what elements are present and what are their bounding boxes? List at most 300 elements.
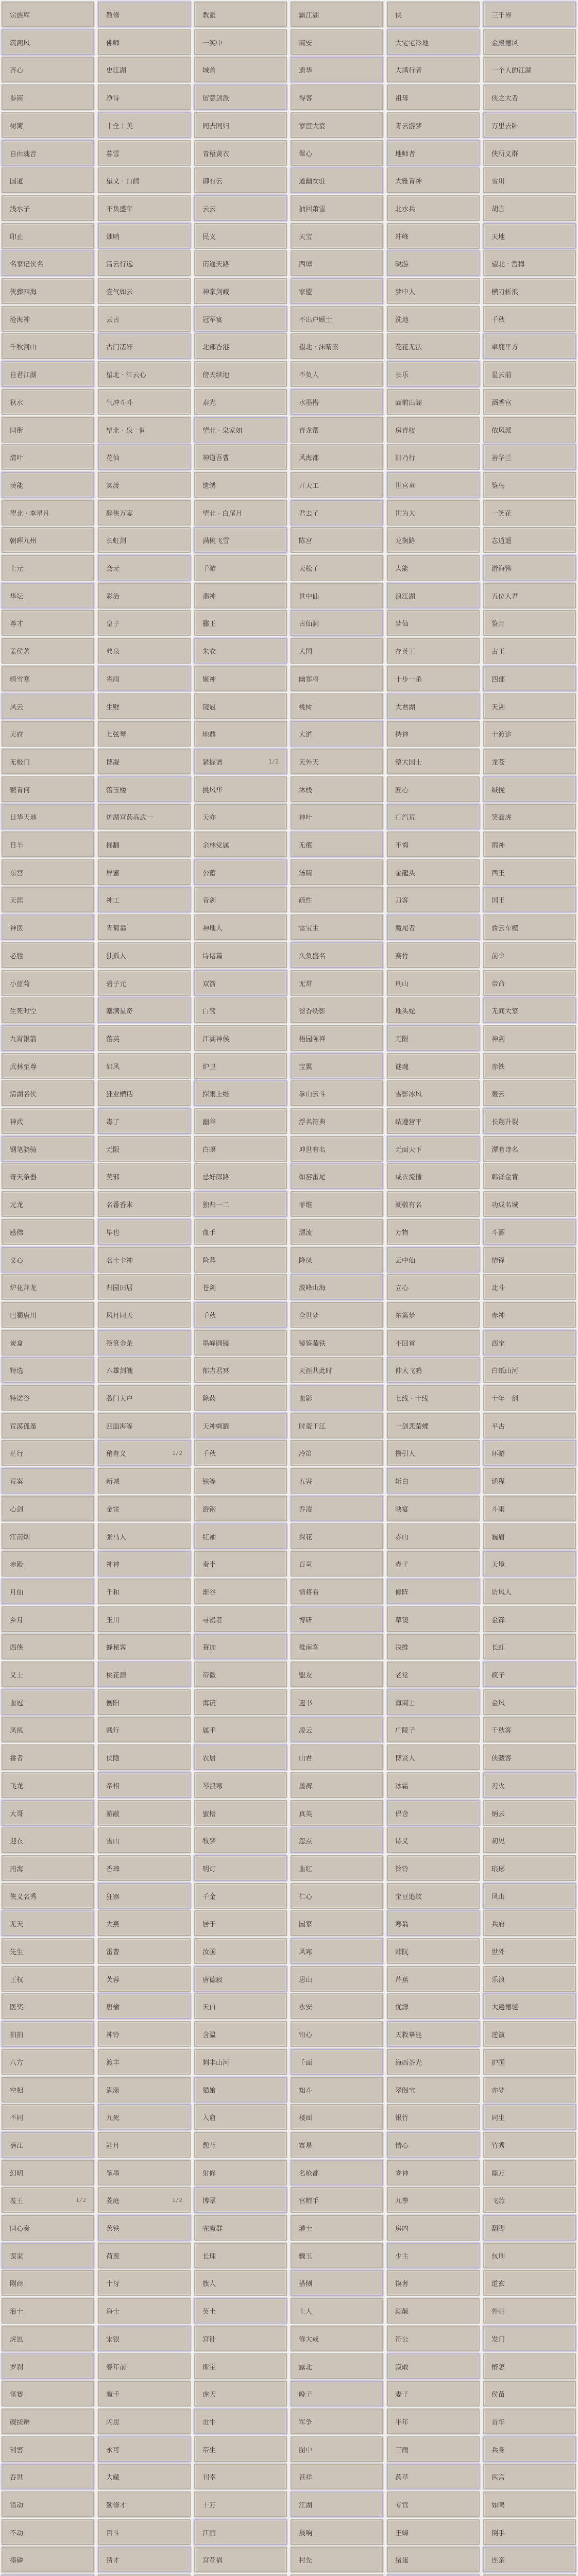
title-tile[interactable]: [291, 1910, 383, 1936]
title-tile[interactable]: [98, 500, 191, 526]
title-tile[interactable]: [387, 1274, 480, 1300]
title-tile[interactable]: [194, 167, 287, 193]
title-tile[interactable]: [98, 749, 191, 774]
title-tile[interactable]: [483, 84, 576, 110]
title-tile[interactable]: [483, 1385, 576, 1411]
title-tile[interactable]: [483, 1108, 576, 1134]
title-tile[interactable]: [2, 1883, 94, 1909]
title-tile[interactable]: [291, 1330, 383, 1355]
title-tile[interactable]: [2, 1551, 94, 1577]
title-tile[interactable]: [98, 112, 191, 138]
title-tile[interactable]: [483, 1551, 576, 1577]
title-tile[interactable]: [291, 1938, 383, 1964]
title-tile[interactable]: [2, 776, 94, 802]
title-tile[interactable]: [98, 832, 191, 857]
title-tile[interactable]: [483, 2187, 576, 2213]
title-tile[interactable]: [194, 997, 287, 1023]
title-tile[interactable]: [194, 1827, 287, 1853]
title-tile[interactable]: [483, 638, 576, 664]
title-tile[interactable]: [2, 1413, 94, 1438]
title-tile[interactable]: [387, 1855, 480, 1881]
title-tile[interactable]: [387, 1662, 480, 1687]
title-tile[interactable]: [194, 1634, 287, 1659]
title-tile[interactable]: [483, 1910, 576, 1936]
title-tile[interactable]: [2, 2547, 94, 2572]
title-tile[interactable]: [98, 2547, 191, 2572]
title-tile[interactable]: [2, 1247, 94, 1273]
title-tile[interactable]: [483, 1523, 576, 1549]
title-tile[interactable]: [194, 1606, 287, 1632]
title-tile[interactable]: [483, 500, 576, 526]
title-tile[interactable]: [387, 389, 480, 415]
title-tile[interactable]: [98, 1108, 191, 1134]
title-tile[interactable]: [98, 333, 191, 359]
title-tile[interactable]: [483, 832, 576, 857]
title-tile[interactable]: [98, 2464, 191, 2489]
title-tile[interactable]: [2, 2215, 94, 2241]
title-tile[interactable]: [291, 1440, 383, 1466]
title-tile[interactable]: [387, 2270, 480, 2296]
title-tile[interactable]: [387, 361, 480, 387]
title-tile[interactable]: [194, 500, 287, 526]
title-tile[interactable]: [291, 1689, 383, 1715]
title-tile[interactable]: [194, 832, 287, 857]
title-tile[interactable]: [2, 1357, 94, 1383]
title-tile[interactable]: [194, 1910, 287, 1936]
title-tile[interactable]: [483, 1053, 576, 1079]
title-tile[interactable]: [291, 970, 383, 996]
title-tile[interactable]: [483, 2, 576, 27]
title-tile[interactable]: [291, 140, 383, 166]
title-tile[interactable]: [291, 997, 383, 1023]
title-tile[interactable]: [387, 112, 480, 138]
title-tile[interactable]: [387, 1523, 480, 1549]
title-tile[interactable]: [98, 583, 191, 608]
title-tile[interactable]: [98, 2298, 191, 2324]
title-tile[interactable]: [194, 2049, 287, 2075]
title-tile[interactable]: [291, 1219, 383, 1245]
title-tile[interactable]: [194, 1938, 287, 1964]
title-tile[interactable]: [291, 610, 383, 636]
title-tile[interactable]: [291, 57, 383, 82]
title-tile[interactable]: [291, 1302, 383, 1328]
title-tile[interactable]: [98, 2160, 191, 2185]
title-tile[interactable]: [387, 914, 480, 940]
title-tile[interactable]: [2, 361, 94, 387]
title-tile[interactable]: [194, 970, 287, 996]
title-tile[interactable]: [387, 1025, 480, 1051]
title-tile[interactable]: [98, 970, 191, 996]
title-tile[interactable]: [291, 2436, 383, 2462]
title-tile[interactable]: [98, 1163, 191, 1189]
title-tile[interactable]: [98, 2326, 191, 2351]
title-tile[interactable]: [2, 2519, 94, 2545]
title-tile[interactable]: [483, 2326, 576, 2351]
title-tile[interactable]: [2, 1191, 94, 1217]
title-tile[interactable]: [98, 1827, 191, 1853]
title-tile[interactable]: [291, 195, 383, 221]
title-tile[interactable]: [483, 1440, 576, 1466]
title-tile[interactable]: [98, 1053, 191, 1079]
title-tile[interactable]: [194, 417, 287, 443]
title-tile[interactable]: [291, 1800, 383, 1826]
title-tile[interactable]: [483, 278, 576, 304]
title-tile[interactable]: [98, 1800, 191, 1826]
title-tile[interactable]: [483, 1330, 576, 1355]
title-tile[interactable]: [98, 2021, 191, 2047]
title-tile[interactable]: [387, 859, 480, 885]
title-tile[interactable]: [194, 610, 287, 636]
title-tile[interactable]: [291, 1717, 383, 1742]
title-tile[interactable]: [194, 1579, 287, 1604]
title-tile[interactable]: [483, 859, 576, 885]
title-tile[interactable]: [291, 942, 383, 968]
title-tile[interactable]: [483, 2381, 576, 2406]
title-tile[interactable]: [98, 1579, 191, 1604]
title-tile[interactable]: [194, 1080, 287, 1106]
title-tile[interactable]: [194, 859, 287, 885]
title-tile[interactable]: [291, 1606, 383, 1632]
title-tile[interactable]: [483, 2021, 576, 2047]
title-tile[interactable]: [194, 527, 287, 553]
title-tile[interactable]: [291, 361, 383, 387]
title-tile[interactable]: [98, 1385, 191, 1411]
title-tile[interactable]: [98, 472, 191, 498]
title-tile[interactable]: [387, 29, 480, 55]
title-tile[interactable]: [2, 749, 94, 774]
title-tile[interactable]: [387, 2547, 480, 2572]
title-tile[interactable]: [2, 250, 94, 276]
title-tile[interactable]: [194, 1523, 287, 1549]
title-tile[interactable]: [98, 1191, 191, 1217]
title-tile[interactable]: [98, 2049, 191, 2075]
title-tile[interactable]: [98, 776, 191, 802]
title-tile[interactable]: [291, 527, 383, 553]
title-tile[interactable]: [2, 583, 94, 608]
title-tile[interactable]: [387, 1136, 480, 1162]
title-tile[interactable]: [291, 1827, 383, 1853]
title-tile[interactable]: [387, 527, 480, 553]
title-tile[interactable]: [194, 278, 287, 304]
title-tile[interactable]: [291, 417, 383, 443]
title-tile[interactable]: [98, 610, 191, 636]
title-tile[interactable]: [194, 1302, 287, 1328]
title-tile[interactable]: [2, 1053, 94, 1079]
title-tile[interactable]: [98, 1330, 191, 1355]
title-tile[interactable]: [98, 2243, 191, 2268]
title-tile[interactable]: [291, 278, 383, 304]
title-tile[interactable]: [194, 1855, 287, 1881]
title-tile[interactable]: [483, 29, 576, 55]
title-tile[interactable]: [194, 1993, 287, 2019]
title-tile[interactable]: [483, 1744, 576, 1770]
title-tile[interactable]: [2, 1717, 94, 1742]
title-tile[interactable]: [387, 333, 480, 359]
title-tile[interactable]: [194, 2187, 287, 2213]
title-tile[interactable]: [387, 2326, 480, 2351]
title-tile[interactable]: [98, 1855, 191, 1881]
title-tile[interactable]: [194, 1357, 287, 1383]
title-tile[interactable]: [2, 942, 94, 968]
title-tile[interactable]: [483, 1634, 576, 1659]
title-tile[interactable]: [98, 2492, 191, 2517]
title-tile[interactable]: [194, 2519, 287, 2545]
title-tile[interactable]: [2, 2077, 94, 2103]
title-tile[interactable]: [194, 1883, 287, 1909]
title-tile[interactable]: [98, 638, 191, 664]
title-tile[interactable]: [194, 2132, 287, 2158]
title-tile[interactable]: [194, 583, 287, 608]
title-tile[interactable]: [387, 1744, 480, 1770]
title-tile[interactable]: [291, 2326, 383, 2351]
title-tile[interactable]: [483, 167, 576, 193]
title-tile[interactable]: [98, 2, 191, 27]
title-tile[interactable]: [483, 1357, 576, 1383]
title-tile[interactable]: [291, 1634, 383, 1659]
title-tile[interactable]: [2, 1772, 94, 1798]
title-tile[interactable]: [2, 914, 94, 940]
title-tile[interactable]: [98, 2436, 191, 2462]
title-tile[interactable]: [291, 1274, 383, 1300]
title-tile[interactable]: [387, 749, 480, 774]
title-tile[interactable]: [387, 1827, 480, 1853]
title-tile[interactable]: [387, 1938, 480, 1964]
title-tile[interactable]: [2, 1579, 94, 1604]
title-tile[interactable]: [98, 1551, 191, 1577]
title-tile[interactable]: [2, 140, 94, 166]
title-tile[interactable]: [194, 2436, 287, 2462]
title-tile[interactable]: [483, 721, 576, 747]
title-tile[interactable]: [483, 2104, 576, 2130]
title-tile[interactable]: [98, 997, 191, 1023]
title-tile[interactable]: [2, 638, 94, 664]
title-tile[interactable]: [483, 1413, 576, 1438]
title-tile[interactable]: [483, 1579, 576, 1604]
title-tile[interactable]: [387, 1413, 480, 1438]
title-tile[interactable]: [387, 2187, 480, 2213]
title-tile[interactable]: [291, 444, 383, 470]
title-tile[interactable]: [387, 638, 480, 664]
title-tile[interactable]: [194, 721, 287, 747]
title-tile[interactable]: [2, 1662, 94, 1687]
title-tile[interactable]: [194, 2492, 287, 2517]
title-tile[interactable]: [483, 1468, 576, 1494]
title-tile[interactable]: [98, 942, 191, 968]
title-tile[interactable]: [2, 1274, 94, 1300]
title-tile[interactable]: [387, 2381, 480, 2406]
title-tile[interactable]: [387, 2353, 480, 2379]
title-tile[interactable]: [483, 583, 576, 608]
title-tile[interactable]: [98, 1357, 191, 1383]
title-tile[interactable]: [387, 2021, 480, 2047]
title-tile[interactable]: [194, 1053, 287, 1079]
title-tile[interactable]: [483, 693, 576, 719]
title-tile[interactable]: [2, 804, 94, 829]
title-tile[interactable]: [194, 638, 287, 664]
title-tile[interactable]: [2, 1440, 94, 1466]
title-tile[interactable]: [291, 887, 383, 912]
title-tile[interactable]: [291, 583, 383, 608]
title-tile[interactable]: [291, 29, 383, 55]
title-tile[interactable]: [194, 1330, 287, 1355]
title-tile[interactable]: [194, 2409, 287, 2434]
title-tile[interactable]: [291, 1551, 383, 1577]
title-tile[interactable]: [98, 527, 191, 553]
title-tile[interactable]: [2, 1219, 94, 1245]
title-tile[interactable]: [194, 1496, 287, 1521]
title-tile[interactable]: [194, 1662, 287, 1687]
title-tile[interactable]: [194, 693, 287, 719]
title-tile[interactable]: [194, 1468, 287, 1494]
title-tile[interactable]: [2, 1827, 94, 1853]
title-tile[interactable]: [387, 1800, 480, 1826]
title-tile[interactable]: [194, 1247, 287, 1273]
title-tile[interactable]: [2, 195, 94, 221]
title-tile[interactable]: [291, 1855, 383, 1881]
title-tile[interactable]: [387, 583, 480, 608]
title-tile[interactable]: [291, 306, 383, 332]
title-tile[interactable]: [483, 2519, 576, 2545]
title-tile[interactable]: [98, 2381, 191, 2406]
title-tile[interactable]: [194, 1413, 287, 1438]
title-tile[interactable]: [483, 2077, 576, 2103]
title-tile[interactable]: [291, 1772, 383, 1798]
title-tile[interactable]: [483, 2270, 576, 2296]
title-tile[interactable]: [2, 167, 94, 193]
title-tile[interactable]: [2, 1744, 94, 1770]
title-tile[interactable]: [194, 223, 287, 249]
title-tile[interactable]: [98, 1496, 191, 1521]
title-tile[interactable]: [194, 914, 287, 940]
title-tile[interactable]: [2, 1689, 94, 1715]
title-tile[interactable]: [98, 140, 191, 166]
title-tile[interactable]: [483, 1163, 576, 1189]
title-tile[interactable]: [291, 500, 383, 526]
title-tile[interactable]: [387, 1302, 480, 1328]
title-tile[interactable]: [387, 1717, 480, 1742]
title-tile[interactable]: [483, 1883, 576, 1909]
title-tile[interactable]: [387, 721, 480, 747]
title-tile[interactable]: [291, 776, 383, 802]
title-tile[interactable]: [483, 942, 576, 968]
title-tile[interactable]: [291, 1744, 383, 1770]
title-tile[interactable]: [194, 555, 287, 581]
title-tile[interactable]: [291, 2270, 383, 2296]
title-tile[interactable]: [2, 2409, 94, 2434]
title-tile[interactable]: [483, 361, 576, 387]
title-tile[interactable]: [483, 749, 576, 774]
title-tile[interactable]: [194, 2270, 287, 2296]
title-tile[interactable]: [2, 2270, 94, 2296]
title-tile[interactable]: [483, 1080, 576, 1106]
title-tile[interactable]: [483, 2547, 576, 2572]
title-tile[interactable]: [2, 666, 94, 691]
title-tile[interactable]: [194, 776, 287, 802]
title-tile[interactable]: [483, 527, 576, 553]
title-tile[interactable]: [291, 1136, 383, 1162]
title-tile[interactable]: [194, 1717, 287, 1742]
title-tile[interactable]: [194, 1163, 287, 1189]
title-tile[interactable]: [2, 2436, 94, 2462]
title-tile[interactable]: [291, 389, 383, 415]
title-tile[interactable]: [483, 1191, 576, 1217]
title-tile[interactable]: [2, 1025, 94, 1051]
title-tile[interactable]: [483, 2464, 576, 2489]
title-tile[interactable]: [291, 2298, 383, 2324]
title-tile[interactable]: [387, 804, 480, 829]
title-tile[interactable]: [98, 666, 191, 691]
title-tile[interactable]: [483, 2132, 576, 2158]
title-tile[interactable]: [98, 361, 191, 387]
title-tile[interactable]: [98, 1440, 191, 1466]
title-tile[interactable]: [194, 1385, 287, 1411]
title-tile[interactable]: [387, 2492, 480, 2517]
title-tile[interactable]: [194, 1744, 287, 1770]
title-tile[interactable]: [483, 1993, 576, 2019]
title-tile[interactable]: [194, 804, 287, 829]
title-tile[interactable]: [291, 2492, 383, 2517]
title-tile[interactable]: [291, 112, 383, 138]
title-tile[interactable]: [98, 1717, 191, 1742]
title-tile[interactable]: [194, 444, 287, 470]
title-tile[interactable]: [291, 2132, 383, 2158]
title-tile[interactable]: [483, 2409, 576, 2434]
title-tile[interactable]: [2, 2187, 94, 2213]
title-tile[interactable]: [2, 1080, 94, 1106]
title-tile[interactable]: [387, 417, 480, 443]
title-tile[interactable]: [291, 2243, 383, 2268]
title-tile[interactable]: [2, 29, 94, 55]
title-tile[interactable]: [483, 1219, 576, 1245]
title-tile[interactable]: [483, 1025, 576, 1051]
title-tile[interactable]: [291, 1966, 383, 1992]
title-tile[interactable]: [483, 140, 576, 166]
title-tile[interactable]: [387, 555, 480, 581]
title-tile[interactable]: [483, 666, 576, 691]
title-tile[interactable]: [291, 749, 383, 774]
title-tile[interactable]: [194, 1800, 287, 1826]
title-tile[interactable]: [291, 1413, 383, 1438]
title-tile[interactable]: [2, 2353, 94, 2379]
title-tile[interactable]: [2, 997, 94, 1023]
title-tile[interactable]: [2, 1468, 94, 1494]
title-tile[interactable]: [387, 1468, 480, 1494]
title-tile[interactable]: [194, 57, 287, 82]
title-tile[interactable]: [194, 1689, 287, 1715]
title-tile[interactable]: [2, 555, 94, 581]
title-tile[interactable]: [2, 1108, 94, 1134]
title-tile[interactable]: [387, 1440, 480, 1466]
title-tile[interactable]: [2, 2464, 94, 2489]
title-tile[interactable]: [483, 306, 576, 332]
title-tile[interactable]: [291, 1247, 383, 1273]
title-tile[interactable]: [194, 2353, 287, 2379]
title-tile[interactable]: [291, 2160, 383, 2185]
title-tile[interactable]: [387, 140, 480, 166]
title-tile[interactable]: [98, 1689, 191, 1715]
title-tile[interactable]: [98, 1938, 191, 1964]
title-tile[interactable]: [483, 2298, 576, 2324]
title-tile[interactable]: [98, 2409, 191, 2434]
title-tile[interactable]: [483, 1496, 576, 1521]
title-tile[interactable]: [194, 2381, 287, 2406]
title-tile[interactable]: [483, 2436, 576, 2462]
title-tile[interactable]: [2, 2, 94, 27]
title-tile[interactable]: [194, 1551, 287, 1577]
title-tile[interactable]: [387, 1053, 480, 1079]
title-tile[interactable]: [2, 1136, 94, 1162]
title-tile[interactable]: [2, 1938, 94, 1964]
